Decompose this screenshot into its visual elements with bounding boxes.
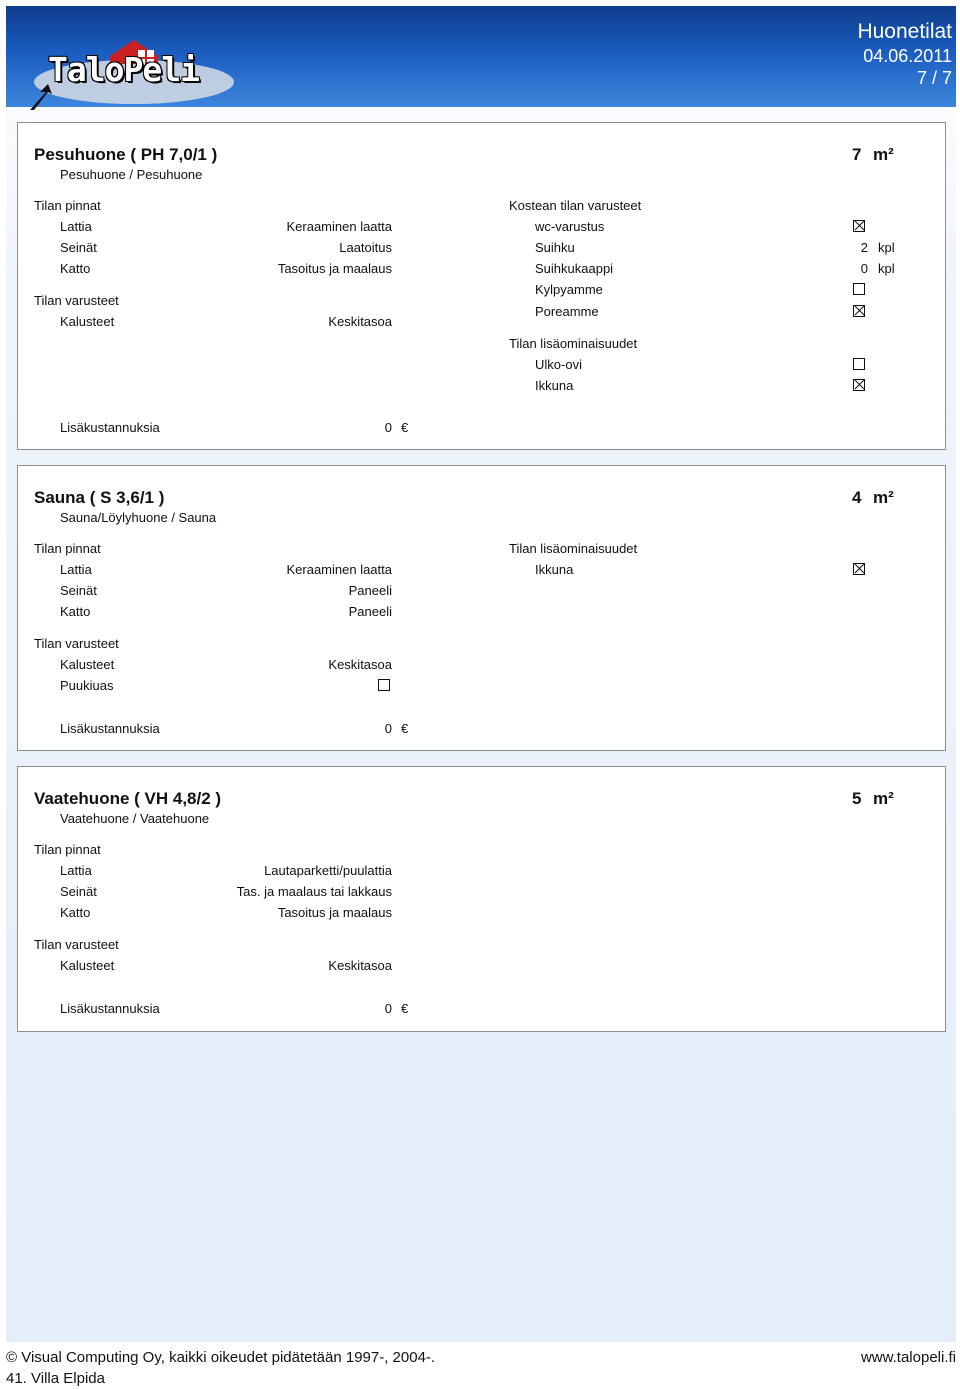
wet-item-checkbox <box>853 220 865 232</box>
surface-value: Paneeli <box>348 604 392 619</box>
room-title: Sauna ( S 3,6/1 ) <box>34 488 165 507</box>
wet-item-checkbox <box>853 283 865 295</box>
extra-heading: Tilan lisäominaisuudet <box>509 336 638 351</box>
cost-value: 0 <box>384 420 392 435</box>
room-card-vaatehuone <box>17 766 946 1032</box>
wet-item-checkbox <box>853 305 865 317</box>
wet-item-label: wc-varustus <box>535 219 605 234</box>
wet-item-count: 0 <box>860 261 868 276</box>
fixture-value: Keskitasoa <box>328 314 392 329</box>
document-date: 04.06.2011 <box>863 46 952 66</box>
document-title: Huonetilat <box>857 20 952 43</box>
extra-item-checkbox <box>853 358 865 370</box>
fixture-label: Kalusteet <box>60 657 115 672</box>
surface-value: Tasoitus ja maalaus <box>277 905 392 920</box>
cost-label: Lisäkustannuksia <box>60 1001 160 1016</box>
cost-value: 0 <box>384 721 392 736</box>
footer-project-name: 41. Villa Elpida <box>6 1370 105 1387</box>
surface-value: Keraaminen laatta <box>286 219 392 234</box>
surface-value: Paneeli <box>348 583 392 598</box>
wet-item-label: Suihku <box>535 240 575 255</box>
cost-currency: € <box>401 721 409 736</box>
room-area-unit: m² <box>873 789 894 808</box>
wet-item-label: Suihkukaappi <box>535 261 614 276</box>
room-subtitle: Pesuhuone / Pesuhuone <box>60 167 203 182</box>
room-title: Vaatehuone ( VH 4,8/2 ) <box>34 789 222 808</box>
surface-value: Keraaminen laatta <box>286 562 392 577</box>
page-header <box>6 6 956 107</box>
fixture-label: Kalusteet <box>60 314 115 329</box>
extra-item-label: Ikkuna <box>535 562 574 577</box>
room-subtitle: Vaatehuone / Vaatehuone <box>60 811 210 826</box>
room-area-value: 5 <box>852 789 862 808</box>
fixture-label: Puukiuas <box>60 678 114 693</box>
surfaces-heading: Tilan pinnat <box>34 842 101 857</box>
surface-value: Tas. ja maalaus tai lakkaus <box>236 884 392 899</box>
fixture-checkbox <box>378 679 390 691</box>
fixture-label: Kalusteet <box>60 958 115 973</box>
extra-heading: Tilan lisäominaisuudet <box>509 541 638 556</box>
cost-label: Lisäkustannuksia <box>60 721 160 736</box>
fixtures-heading: Tilan varusteet <box>34 293 119 308</box>
fixtures-heading: Tilan varusteet <box>34 937 119 952</box>
room-area-unit: m² <box>873 488 894 507</box>
surface-value: Tasoitus ja maalaus <box>277 261 392 276</box>
extra-item-checkbox <box>853 379 865 391</box>
surface-label: Lattia <box>60 219 92 234</box>
page-number: 7 / 7 <box>916 68 952 88</box>
cost-label: Lisäkustannuksia <box>60 420 160 435</box>
wet-heading: Kostean tilan varusteet <box>509 198 642 213</box>
extra-item-label: Ikkuna <box>535 378 574 393</box>
surface-label: Lattia <box>60 562 92 577</box>
wet-item-unit: kpl <box>878 261 895 276</box>
surface-label: Katto <box>60 261 91 276</box>
surface-value: Laatoitus <box>339 240 392 255</box>
surface-label: Lattia <box>60 863 92 878</box>
surfaces-heading: Tilan pinnat <box>34 541 101 556</box>
cost-currency: € <box>401 420 409 435</box>
fixtures-heading: Tilan varusteet <box>34 636 119 651</box>
surface-label: Seinät <box>60 240 97 255</box>
surface-value: Lautaparketti/puulattia <box>264 863 392 878</box>
footer-website-link[interactable]: www.talopeli.fi <box>860 1349 956 1366</box>
wet-item-unit: kpl <box>878 240 895 255</box>
room-card-sauna <box>17 465 946 751</box>
room-area-unit: m² <box>873 145 894 164</box>
extra-item-label: Ulko-ovi <box>535 357 582 372</box>
surface-label: Seinät <box>60 884 97 899</box>
surface-label: Katto <box>60 905 91 920</box>
surfaces-heading: Tilan pinnat <box>34 198 101 213</box>
wet-item-label: Poreamme <box>535 304 599 319</box>
surface-label: Seinät <box>60 583 97 598</box>
room-area-value: 4 <box>852 488 862 507</box>
fixture-value: Keskitasoa <box>328 657 392 672</box>
surface-label: Katto <box>60 604 91 619</box>
cost-currency: € <box>401 1001 409 1016</box>
room-title: Pesuhuone ( PH 7,0/1 ) <box>34 145 218 164</box>
footer-copyright: © Visual Computing Oy, kaikki oikeudet pidätetään 1997-, 2004-. <box>6 1349 436 1366</box>
logo-wordmark: TaloPeli <box>48 50 199 89</box>
fixture-value: Keskitasoa <box>328 958 392 973</box>
extra-item-checkbox <box>853 563 865 575</box>
room-subtitle: Sauna/Löylyhuone / Sauna <box>60 510 217 525</box>
room-card-pesuhuone <box>17 122 946 450</box>
wet-item-label: Kylpyamme <box>535 282 603 297</box>
cost-value: 0 <box>384 1001 392 1016</box>
room-area-value: 7 <box>852 145 862 164</box>
wet-item-count: 2 <box>860 240 868 255</box>
